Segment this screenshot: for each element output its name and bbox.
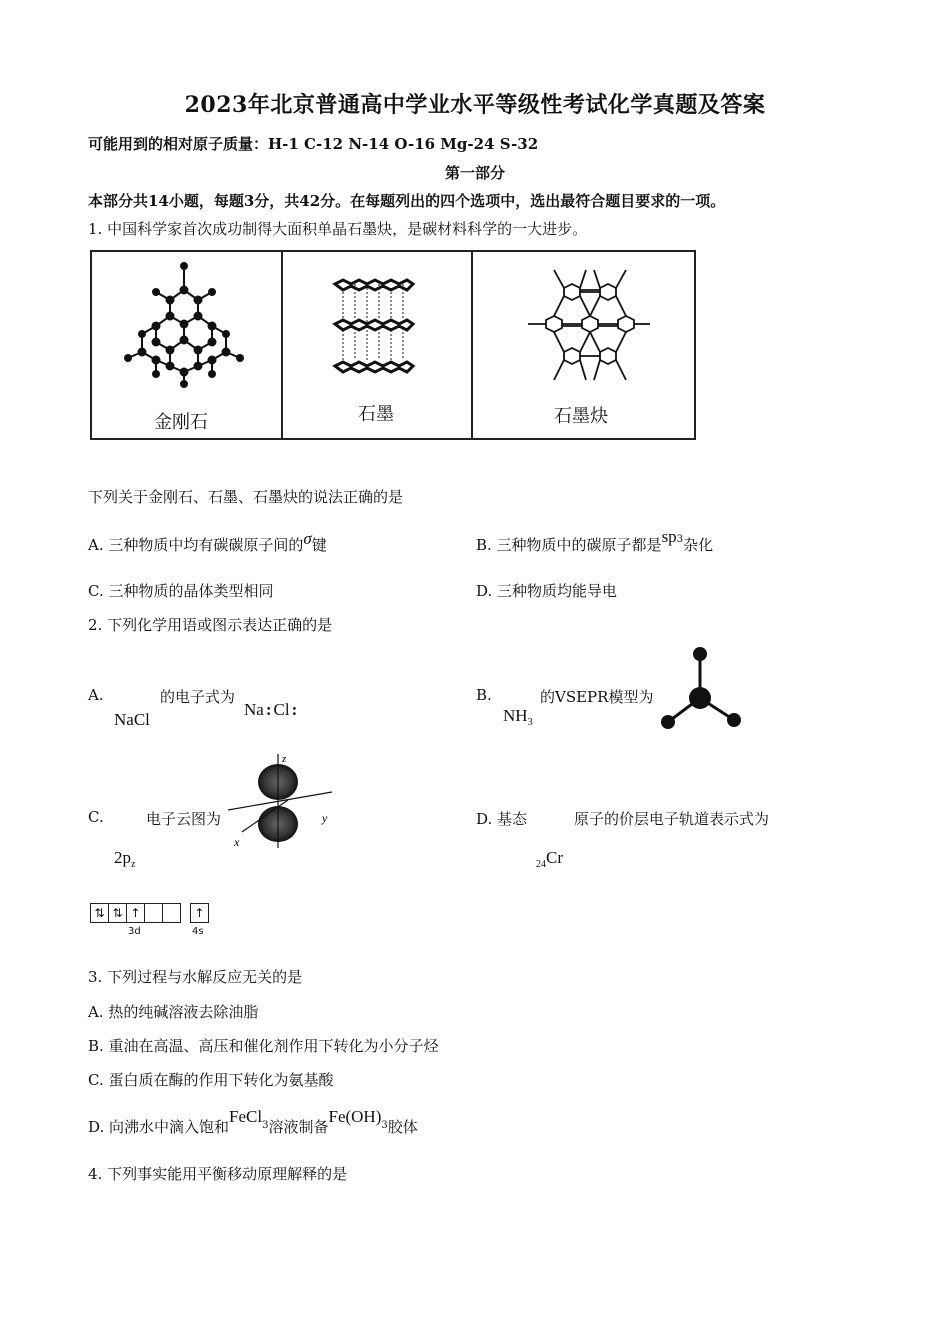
orbital-3d-cell [145,904,163,922]
axis-y-label: y [322,811,328,825]
q1-option-d: D. 三种物质均能导电 [476,582,618,600]
diamond-structure-diagram [122,260,252,390]
q1-option-a: A. 三种物质中均有碳碳原子间的σ键 [88,529,327,554]
q2-option-d-text: 原子的价层电子轨道表示式为 [574,810,770,828]
orbital-3d-cell: ↑ [127,904,145,922]
q2-stem: 2. 下列化学用语或图示表达正确的是 [88,616,333,634]
graphdiyne-structure-diagram [524,266,654,386]
p-orbital-diagram [228,752,338,852]
atomic-masses: 可能用到的相对原子质量：H-1 C-12 N-14 O-16 Mg-24 S-32 [88,135,539,153]
q1-figure [90,250,696,440]
q2-option-c-text: 电子云图为 [146,810,222,828]
q2-option-a-text: 的电子式为 [160,688,236,706]
axis-z-label: z [282,753,287,765]
graphite-label: 石墨 [358,404,394,425]
q3-option-b: B. 重油在高温、高压和催化剂作用下转化为小分子烃 [88,1037,439,1055]
q2-electron-formula: Na : Cl : [244,700,298,719]
q3-option-d: D. 向沸水中滴入饱和FeCl$^3$溶液制备Fe(OH)$^3$胶体 [88,1107,418,1136]
q1-option-c: C. 三种物质的晶体类型相同 [88,582,274,600]
orbital-4s-box [190,903,209,923]
q2-option-c-label: C. [88,808,104,826]
q2-option-b-formula: $NH_3$ [503,706,533,728]
page-title: 2023年北京普通高中学业水平等级性考试化学真题及答案 [184,92,766,118]
part-heading: 第一部分 [444,164,505,182]
q1-question: 下列关于金刚石、石墨、石墨炔的说法正确的是 [88,488,404,506]
q3-stem: 3. 下列过程与水解反应无关的是 [88,968,303,986]
diamond-label: 金刚石 [154,412,208,433]
q2-option-d-label: D. 基态 [476,810,528,828]
orbital-3d-cell: ⇅ [91,904,109,922]
orbital-4s-label: 4s [192,926,204,937]
q2-option-a-formula: NaCl [114,710,150,729]
q3-option-a: A. 热的纯碱溶液去除油脂 [88,1003,259,1021]
orbital-3d-label: 3d [128,926,141,937]
q1-stem: 1. 中国科学家首次成功制得大面积单晶石墨炔，是碳材料科学的一大进步。 [88,220,588,238]
q3-option-c: C. 蛋白质在酶的作用下转化为氨基酸 [88,1071,334,1089]
orbital-3d-cell [163,904,180,922]
orbital-3d-box [90,903,181,923]
q2-option-a-label: A. [88,686,104,704]
axis-x-label: x [234,835,240,849]
graphdiyne-label: 石墨炔 [554,406,608,427]
instructions: 本部分共14小题，每题3分，共42分。在每题列出的四个选项中，选出最符合题目要求的一项。 [88,192,726,210]
q1-option-b: B. 三种物质中的碳原子都是$sp^3$杂化 [476,527,714,554]
graphite-structure-diagram [329,270,419,385]
vsepr-model-diagram [654,642,748,736]
q4-stem: 4. 下列事实能用平衡移动原理解释的是 [88,1165,348,1183]
orbital-4s-cell: ↑ [194,906,205,920]
q2-option-d-element: $_{24}$Cr [536,848,563,870]
q2-option-c-formula: $2p_z$ [114,848,136,870]
orbital-3d-cell: ⇅ [109,904,127,922]
q2-option-b-text: 的VSEPR模型为 [540,688,654,706]
q2-option-b-label: B. [476,686,492,704]
